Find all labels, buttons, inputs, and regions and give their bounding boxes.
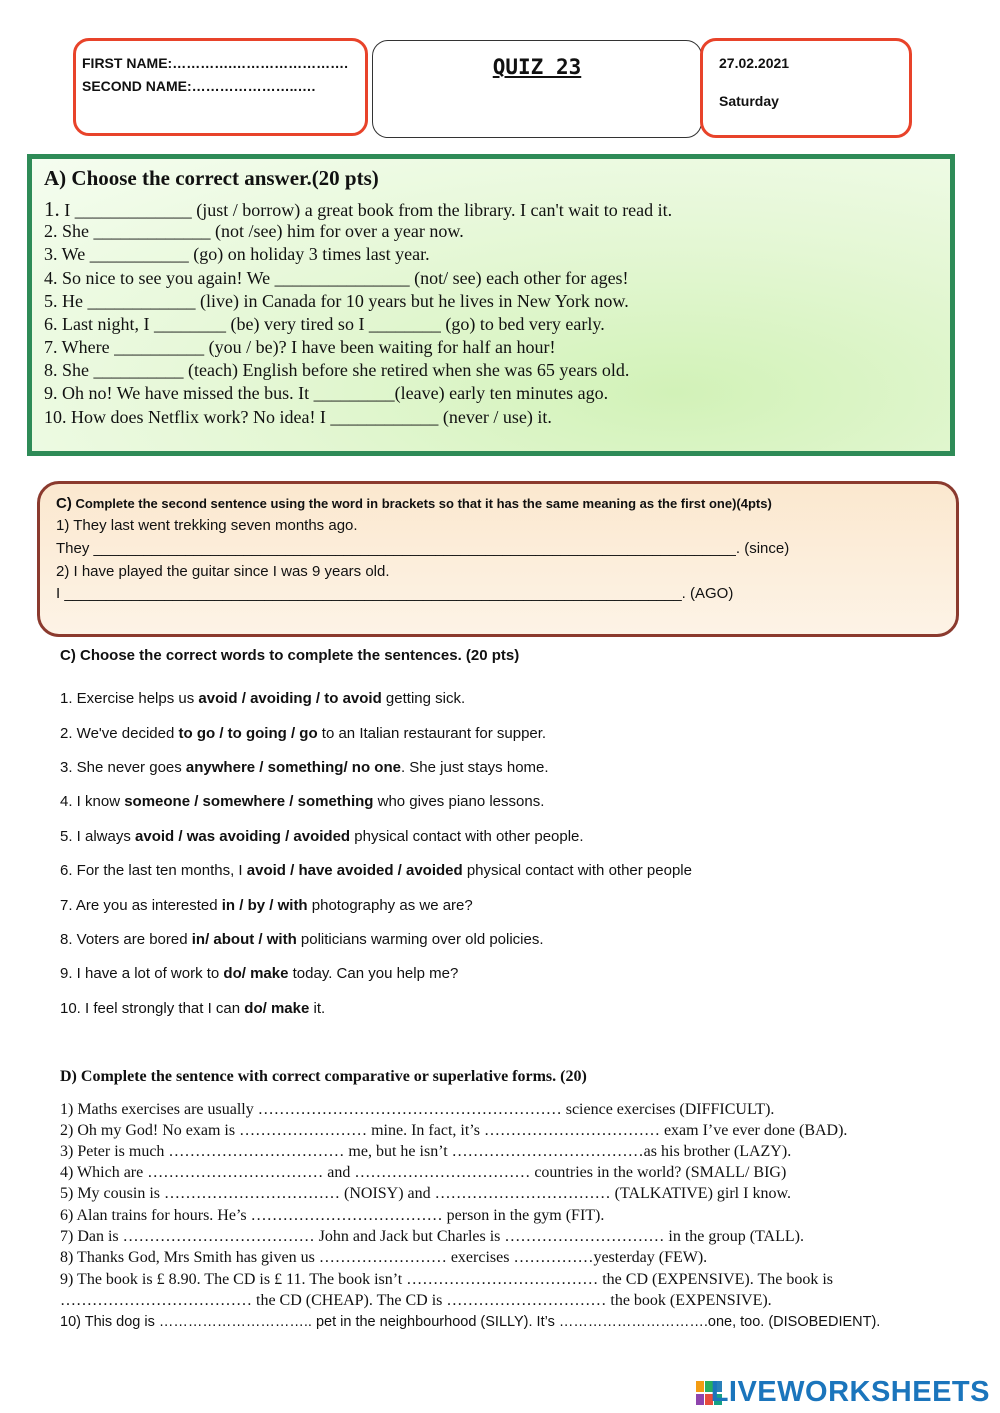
- item-choices: in / by / with: [221, 897, 308, 914]
- section-a-item: 10. How does Netflix work? No idea! I ____________ (never / use) it.: [44, 407, 552, 427]
- item-prefix: 7. Are you as interested: [60, 897, 222, 914]
- first-name-label: FIRST NAME:………….…………………….: [82, 55, 348, 71]
- section-c-item: [60, 1000, 325, 1017]
- section-c-item: [60, 725, 546, 742]
- item-suffix: physical contact with other people.: [350, 828, 584, 845]
- item-choices: anywhere / something/ no one: [185, 759, 401, 776]
- item-suffix: . She just stays home.: [400, 759, 549, 776]
- item-suffix: who gives piano lessons.: [373, 793, 545, 810]
- item-choices: someone / somewhere / something: [124, 793, 374, 810]
- item-suffix: photography as we are?: [307, 897, 473, 914]
- item-choices: do/ make: [244, 1000, 310, 1017]
- section-c-item: [60, 690, 465, 707]
- section-b-line: 2) I have played the guitar since I was 9 years old.: [56, 563, 390, 580]
- section-c-title: C) Choose the correct words to complete the sentences. (20 pts): [60, 647, 520, 664]
- section-c-item: [60, 793, 544, 810]
- item-choices: avoid / was avoiding / avoided: [135, 828, 351, 845]
- section-a-item: 9. Oh no! We have missed the bus. It _________(leave) early ten minutes ago.: [44, 383, 609, 403]
- item-suffix: politicians warming over old policies.: [296, 931, 544, 948]
- item-prefix: 5. I always: [60, 828, 136, 845]
- section-d-line: 8) Thanks God, Mrs Smith has given us …………………… exercises ……………yesterday (FEW).: [60, 1249, 708, 1266]
- day-text: Saturday: [719, 93, 779, 109]
- item-prefix: 8. Voters are bored: [60, 931, 192, 948]
- section-c-item: [60, 828, 584, 845]
- item-choices: avoid / have avoided / avoided: [246, 862, 463, 879]
- item-choices: in/ about / with: [191, 931, 297, 948]
- liveworksheets-brand: LIVEWORKSHEETS: [710, 1376, 990, 1408]
- item-suffix: physical contact with other people: [462, 862, 692, 879]
- section-b-answer-line: I __________________________________________________________________________. (AGO): [56, 585, 734, 602]
- section-d-line: 3) Peter is much …………………………… me, but he isn’t ………………………………as his brother (LAZY).: [60, 1143, 792, 1160]
- item-suffix: getting sick.: [381, 690, 466, 707]
- section-d-line: 9) The book is £ 8.90. The CD is £ 11. The book isn’t ……………………………… the CD (EXPENSIVE). The book is: [60, 1271, 834, 1288]
- item-prefix: 1. Exercise helps us: [60, 690, 199, 707]
- section-c-item: [60, 931, 544, 948]
- section-d-line: 2) Oh my God! No exam is …………………… mine. In fact, it’s …………………………… exam I’ve ever done (BAD).: [60, 1122, 848, 1139]
- item-choices: to go / to going / go: [178, 725, 318, 742]
- section-b-answer-line: They _____________________________________________________________________________. (since): [56, 540, 790, 557]
- section-a-item: 4. So nice to see you again! We _______________ (not/ see) each other for ages!: [44, 268, 629, 288]
- item-choices: avoid / avoiding / to avoid: [198, 690, 382, 707]
- item-number: 1.: [44, 197, 60, 221]
- item-prefix: 10. I feel strongly that I can: [60, 1000, 245, 1017]
- section-a-title: A) Choose the correct answer.(20 pts): [44, 166, 379, 190]
- section-c-item: [60, 862, 692, 879]
- section-b-title: [56, 495, 772, 512]
- item-text: I _____________ (just / borrow) a great book from the library. I can't wait to read it.: [59, 200, 673, 220]
- item-suffix: it.: [309, 1000, 326, 1017]
- item-prefix: 3. She never goes: [60, 759, 186, 776]
- quiz-title: QUIZ 23: [492, 55, 582, 79]
- item-suffix: today. Can you help me?: [288, 965, 459, 982]
- section-c-item: [60, 897, 473, 914]
- section-d-line: 7) Dan is ……………………………… John and Jack but Charles is ………………………… in the group (TALL).: [60, 1228, 804, 1245]
- section-d-line: ……………………………… the CD (CHEAP). The CD is ………………………… the book (EXPENSIVE).: [60, 1292, 772, 1309]
- section-a-item: 2. She _____________ (not /see) him for over a year now.: [44, 221, 464, 241]
- second-name-label: SECOND NAME:…………………..….: [82, 78, 316, 94]
- section-d-line: 6) Alan trains for hours. He’s ……………………………… person in the gym (FIT).: [60, 1207, 605, 1224]
- section-d-title: D) Complete the sentence with correct comparative or superlative forms. (20): [60, 1068, 587, 1085]
- section-c-item: [60, 965, 458, 982]
- item-choices: do/ make: [223, 965, 289, 982]
- section-b-instruction: Complete the second sentence using the word in brackets so that it has the same meaning as the first one)(4pts): [71, 496, 772, 511]
- item-prefix: 4. I know: [60, 793, 125, 810]
- section-a-item: [44, 197, 672, 222]
- section-d-line: 1) Maths exercises are usually ………………………………………………… science exercises (DIFFICULT).: [60, 1101, 775, 1118]
- section-b-line: 1) They last went trekking seven months ago.: [56, 517, 358, 534]
- date-text: 27.02.2021: [719, 55, 790, 71]
- item-prefix: 9. I have a lot of work to: [60, 965, 224, 982]
- section-a-item: 6. Last night, I ________ (be) very tired so I ________ (go) to bed very early.: [44, 314, 605, 334]
- section-d-line: 10) This dog is ………………………….. pet in the neighbourhood (SILLY). It’s ………………………….one, too. (DISOBEDIENT).: [60, 1314, 881, 1330]
- section-a-item: 5. He ____________ (live) in Canada for 10 years but he lives in New York now.: [44, 291, 629, 311]
- item-prefix: 2. We've decided: [60, 725, 179, 742]
- item-prefix: 6. For the last ten months, I: [60, 862, 247, 879]
- section-a-item: 7. Where __________ (you / be)? I have been waiting for half an hour!: [44, 337, 556, 357]
- section-c-item: [60, 759, 549, 776]
- section-a-item: 3. We ___________ (go) on holiday 3 times last year.: [44, 244, 430, 264]
- section-d-line: 5) My cousin is …………………………… (NOISY) and …………………………… (TALKATIVE) girl I know.: [60, 1185, 791, 1202]
- section-b-letter: C): [56, 495, 72, 512]
- item-suffix: to an Italian restaurant for supper.: [317, 725, 547, 742]
- section-a-item: 8. She __________ (teach) English before she retired when she was 65 years old.: [44, 360, 630, 380]
- section-d-line: 4) Which are …………………………… and …………………………… countries in the world? (SMALL/ BIG): [60, 1164, 787, 1181]
